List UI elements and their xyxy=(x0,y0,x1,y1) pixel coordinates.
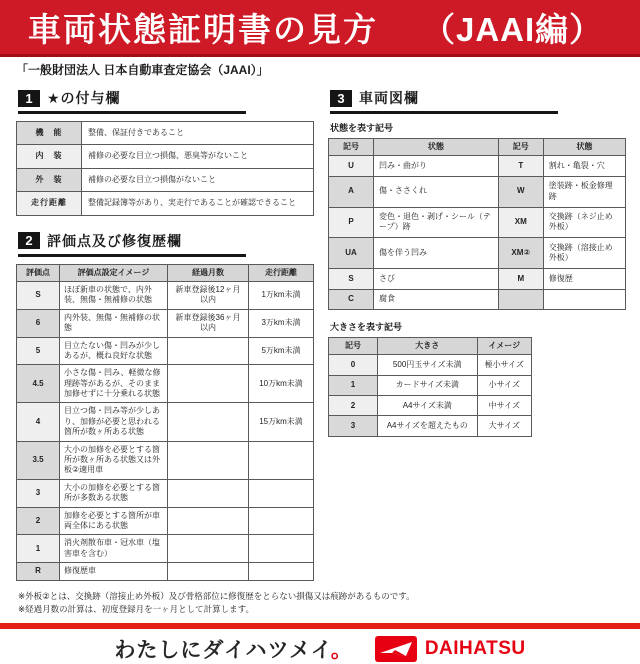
column-header: 状態 xyxy=(374,139,499,156)
table-row xyxy=(329,416,532,436)
table-row xyxy=(329,176,626,207)
table-row xyxy=(17,145,314,168)
image-cell: 極小サイズ xyxy=(477,355,531,375)
state-cell xyxy=(543,289,625,309)
page-title: 車両状態証明書の見方 xyxy=(28,10,378,48)
table-header-row xyxy=(17,264,314,281)
state-cell: 傷を伴う凹み xyxy=(374,238,499,269)
column-header: 評価点設定イメージ xyxy=(60,264,168,281)
symbol-cell: W xyxy=(498,176,543,207)
criteria-desc-cell: 整備記録簿等があり、実走行であることが確認できること xyxy=(82,192,314,215)
months-cell: 新車登録後12ヶ月以内 xyxy=(168,281,249,309)
months-cell: 新車登録後36ヶ月以内 xyxy=(168,309,249,337)
symbol-cell: 3 xyxy=(329,416,378,436)
table-row xyxy=(17,507,314,535)
km-cell xyxy=(249,563,314,580)
table-row xyxy=(17,479,314,507)
symbol-cell: P xyxy=(329,207,374,238)
months-cell xyxy=(168,507,249,535)
months-cell xyxy=(168,365,249,403)
column-header: イメージ xyxy=(477,337,531,354)
desc-cell: 加修を必要とする箇所が車両全体にある状態 xyxy=(60,507,168,535)
slogan-text: わたしにダイハツメイ xyxy=(114,638,331,662)
red-divider xyxy=(0,623,640,629)
section-1-header xyxy=(18,88,246,114)
daihatsu-brand xyxy=(375,636,526,662)
right-column xyxy=(328,82,626,581)
criteria-label-cell: 内 装 xyxy=(17,145,82,168)
table-row xyxy=(17,403,314,441)
column-header: 大きさ xyxy=(378,337,478,354)
score-cell: R xyxy=(17,563,60,580)
title-banner xyxy=(0,0,640,57)
footnote-line: ※外板②とは、交換跡（溶接止め外板）及び骨格部位に修復歴をとらない損傷又は痕跡があるものです。 xyxy=(18,590,415,601)
footnotes xyxy=(18,590,640,616)
column-header: 走行距離 xyxy=(249,264,314,281)
score-cell: 5 xyxy=(17,337,60,365)
evaluation-table xyxy=(16,264,314,581)
table-row xyxy=(329,269,626,289)
score-cell: 1 xyxy=(17,535,60,563)
km-cell xyxy=(249,507,314,535)
table-row xyxy=(17,309,314,337)
size-cell: 500円玉サイズ未満 xyxy=(378,355,478,375)
table-row xyxy=(17,168,314,191)
table-row xyxy=(17,281,314,309)
footer xyxy=(0,634,640,664)
symbol-cell: 0 xyxy=(329,355,378,375)
table-row xyxy=(329,355,532,375)
symbol-cell: XM② xyxy=(498,238,543,269)
months-cell xyxy=(168,441,249,479)
score-cell: 4.5 xyxy=(17,365,60,403)
column-header: 状態 xyxy=(543,139,625,156)
criteria-desc-cell: 補修の必要な目立つ損傷がないこと xyxy=(82,168,314,191)
state-cell: 割れ・亀裂・穴 xyxy=(543,156,625,176)
daihatsu-logo-icon xyxy=(375,636,417,662)
size-symbol-table xyxy=(328,337,532,437)
km-cell xyxy=(249,535,314,563)
symbol-cell: XM xyxy=(498,207,543,238)
symbol-cell: A xyxy=(329,176,374,207)
km-cell: 3万km未満 xyxy=(249,309,314,337)
table-row xyxy=(329,396,532,416)
km-cell: 5万km未満 xyxy=(249,337,314,365)
score-cell: 2 xyxy=(17,507,60,535)
section-3-number: 3 xyxy=(330,90,352,107)
state-cell: 修復歴 xyxy=(543,269,625,289)
column-header: 経過月数 xyxy=(168,264,249,281)
table-row xyxy=(329,289,626,309)
desc-cell: 内外装、無傷・無補修の状態 xyxy=(60,309,168,337)
state-cell: 交換跡（溶接止め外板） xyxy=(543,238,625,269)
column-header: 記号 xyxy=(498,139,543,156)
state-cell: さび xyxy=(374,269,499,289)
size-symbols-caption: 大きさを表す記号 xyxy=(330,321,403,332)
table-row xyxy=(329,238,626,269)
table-row xyxy=(329,207,626,238)
condition-symbols-caption: 状態を表す記号 xyxy=(330,123,394,133)
section-1-number: 1 xyxy=(18,90,40,107)
km-cell: 1万km未満 xyxy=(249,281,314,309)
desc-cell: 消火剤散布車・冠水車（塩害車を含む） xyxy=(60,535,168,563)
desc-cell: 目立たない傷・凹みが少しあるが、概ね良好な状態 xyxy=(60,337,168,365)
image-cell: 小サイズ xyxy=(477,375,531,395)
score-cell: 4 xyxy=(17,403,60,441)
km-cell: 15万km未満 xyxy=(249,403,314,441)
table-row xyxy=(17,535,314,563)
months-cell xyxy=(168,563,249,580)
state-cell: 凹み・曲がり xyxy=(374,156,499,176)
state-cell: 腐食 xyxy=(374,289,499,309)
section-2-number: 2 xyxy=(18,232,40,249)
slogan xyxy=(114,634,352,664)
symbol-cell: C xyxy=(329,289,374,309)
size-cell: カードサイズ未満 xyxy=(378,375,478,395)
slogan-period: 。 xyxy=(330,638,353,662)
table-row xyxy=(329,375,532,395)
section-2-title: 評価点及び修復歴欄 xyxy=(47,232,182,249)
km-cell xyxy=(249,441,314,479)
symbol-cell: S xyxy=(329,269,374,289)
score-cell: 6 xyxy=(17,309,60,337)
section-2-header xyxy=(18,231,246,257)
condition-symbol-table xyxy=(328,138,626,310)
state-cell: 塗装跡・板金修理跡 xyxy=(543,176,625,207)
section-3-header xyxy=(330,88,558,114)
content xyxy=(0,80,640,581)
symbol-cell: 2 xyxy=(329,396,378,416)
star-criteria-table xyxy=(16,121,314,216)
criteria-desc-cell: 補修の必要な目立つ損傷、悪臭等がないこと xyxy=(82,145,314,168)
table-header-row xyxy=(329,139,626,156)
table-row xyxy=(17,563,314,580)
state-cell: 傷・ささくれ xyxy=(374,176,499,207)
score-cell: 3.5 xyxy=(17,441,60,479)
symbol-cell xyxy=(498,289,543,309)
subtitle: 「一般財団法人 日本自動車査定協会（JAAI）」 xyxy=(16,63,269,77)
size-cell: A4サイズ未満 xyxy=(378,396,478,416)
state-cell: 交換跡（ネジ止め外板） xyxy=(543,207,625,238)
desc-cell: 修復歴車 xyxy=(60,563,168,580)
criteria-label-cell: 走行距離 xyxy=(17,192,82,215)
km-cell xyxy=(249,479,314,507)
table-header-row xyxy=(329,337,532,354)
score-cell: S xyxy=(17,281,60,309)
desc-cell: ほぼ新車の状態で、内外装、無傷・無補修の状態 xyxy=(60,281,168,309)
score-cell: 3 xyxy=(17,479,60,507)
footnote-line: ※経過月数の計算は、初度登録月を一ヶ月として計算します。 xyxy=(18,603,254,614)
table-row xyxy=(17,365,314,403)
km-cell: 10万km未満 xyxy=(249,365,314,403)
criteria-label-cell: 機 能 xyxy=(17,122,82,145)
image-cell: 大サイズ xyxy=(477,416,531,436)
daihatsu-wordmark: DAIHATSU xyxy=(424,637,526,659)
months-cell xyxy=(168,479,249,507)
desc-cell: 小さな傷・凹み、軽微な修理跡等があるが、そのまま加修せずに十分乗れる状態 xyxy=(60,365,168,403)
symbol-cell: UA xyxy=(329,238,374,269)
symbol-cell: T xyxy=(498,156,543,176)
criteria-label-cell: 外 装 xyxy=(17,168,82,191)
symbol-cell: U xyxy=(329,156,374,176)
symbol-cell: 1 xyxy=(329,375,378,395)
column-header: 記号 xyxy=(329,139,374,156)
desc-cell: 目立つ傷・凹み等が少しあり、加修が必要と思われる箇所が数ヶ所ある状態 xyxy=(60,403,168,441)
section-3-title: 車両図欄 xyxy=(359,90,419,106)
table-row xyxy=(17,337,314,365)
table-row xyxy=(17,441,314,479)
page-title-edition: （JAAI編） xyxy=(422,10,604,48)
criteria-desc-cell: 整備、保証付きであること xyxy=(82,122,314,145)
size-cell: A4サイズを超えたもの xyxy=(378,416,478,436)
desc-cell: 大小の加修を必要とする箇所が数ヶ所ある状態又は外板②適用車 xyxy=(60,441,168,479)
column-header: 評価点 xyxy=(17,264,60,281)
state-cell: 変色・退色・剥げ・シール（テープ）跡 xyxy=(374,207,499,238)
symbol-cell: M xyxy=(498,269,543,289)
table-row xyxy=(329,156,626,176)
months-cell xyxy=(168,403,249,441)
desc-cell: 大小の加修を必要とする箇所が多数ある状態 xyxy=(60,479,168,507)
table-row xyxy=(17,192,314,215)
left-column xyxy=(16,82,314,581)
months-cell xyxy=(168,337,249,365)
months-cell xyxy=(168,535,249,563)
column-header: 記号 xyxy=(329,337,378,354)
table-row xyxy=(17,122,314,145)
section-1-title: ★の付与欄 xyxy=(47,90,121,106)
image-cell: 中サイズ xyxy=(477,396,531,416)
